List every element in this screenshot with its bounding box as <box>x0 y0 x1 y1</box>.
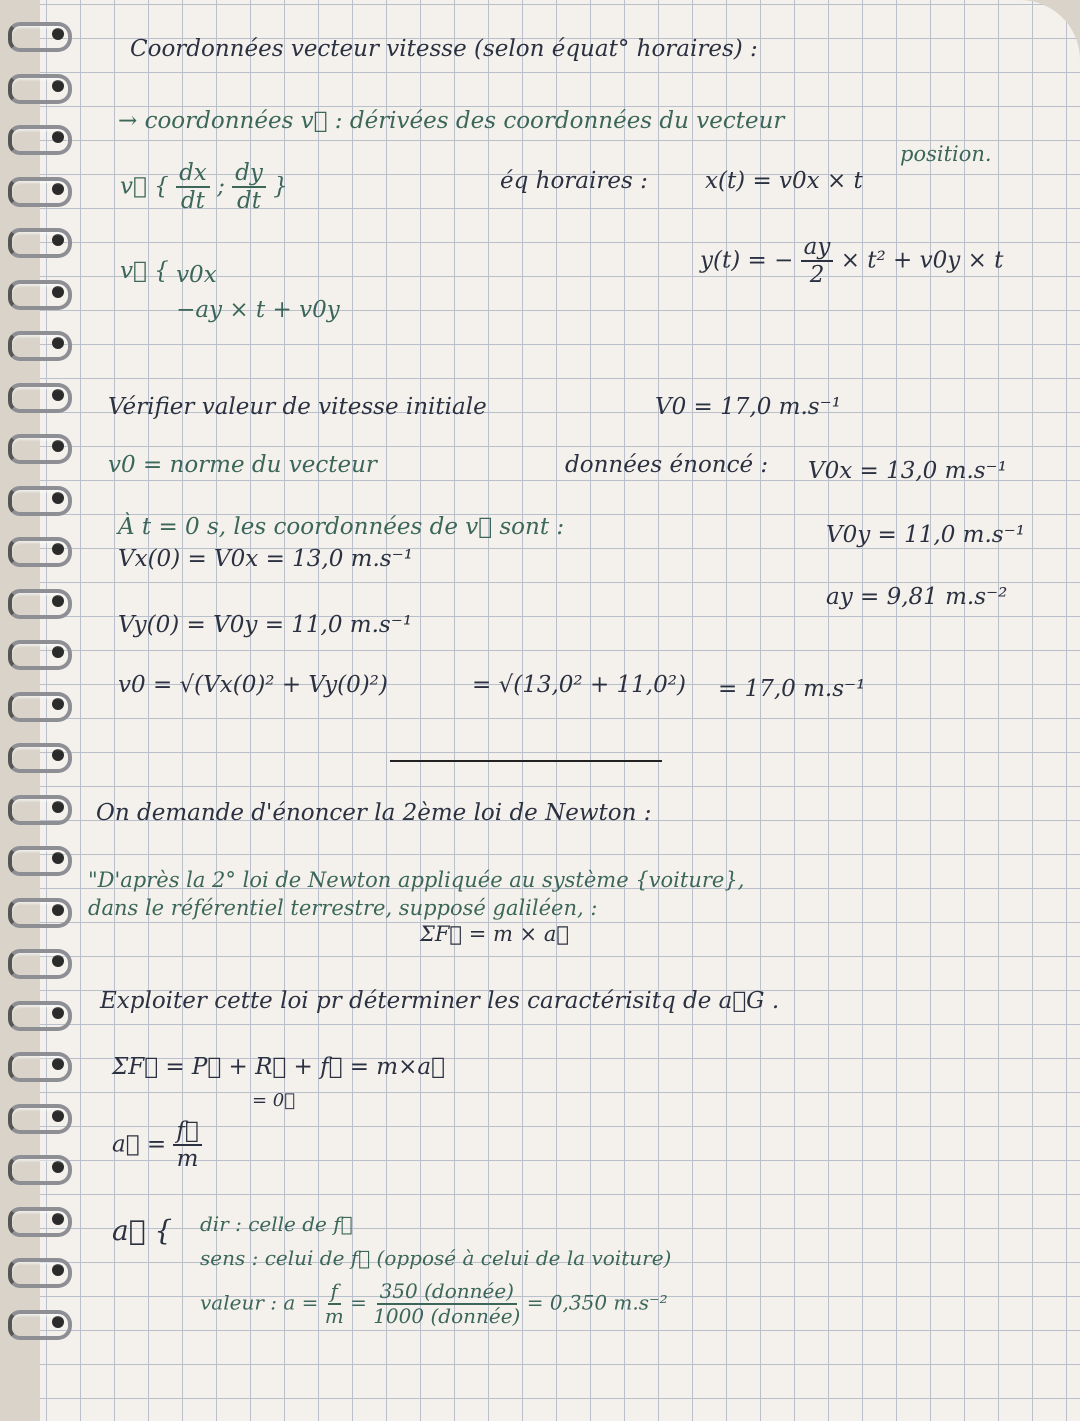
spiral-ring <box>8 228 72 258</box>
spiral-ring <box>8 125 72 155</box>
divider <box>390 760 662 762</box>
spiral-ring <box>8 898 72 928</box>
spiral-ring <box>8 692 72 722</box>
newton-quote-2: dans le référentiel terrestre, supposé galiléen, : <box>88 896 598 920</box>
given-label: données énoncé : <box>565 452 769 478</box>
section-title: Coordonnées vecteur vitesse (selon équat° horaires) : <box>130 36 758 62</box>
given-ay: ay = 9,81 m.s⁻² <box>826 584 1008 610</box>
at-t0: À t = 0 s, les coordonnées de v⃗ sont : <box>118 514 565 540</box>
v-derivatives: v⃗ { $\frac{dx}{dt}$ ; $\frac{dy}{dt}$ } <box>120 160 288 215</box>
spiral-ring <box>8 743 72 773</box>
check-title: Vérifier valeur de vitesse initiale <box>108 394 487 420</box>
a-dir: dir : celle de f⃗ <box>200 1212 353 1236</box>
spiral-ring <box>8 640 72 670</box>
spiral-ring <box>8 1052 72 1082</box>
spiral-ring <box>8 1207 72 1237</box>
x-equation: x(t) = v0x × t <box>705 168 863 194</box>
y-equation: y(t) = − $\frac{ay}{2}$ × t² + v0y × t <box>700 234 1004 289</box>
spiral-ring <box>8 331 72 361</box>
v0-calc-1: v0 = √(Vx(0)² + Vy(0)²) <box>118 672 388 698</box>
intro-end: position. <box>900 142 992 166</box>
v0-norm: v0 = norme du vecteur <box>108 452 377 478</box>
newton-formula: ΣF⃗ = m × a⃗ <box>420 922 569 946</box>
given-v0y: V0y = 11,0 m.s⁻¹ <box>826 522 1025 548</box>
sum-forces: ΣF⃗ = P⃗ + R⃗ + f⃗ = m×a⃗ <box>112 1054 445 1080</box>
v-coordinates: v⃗ { v0x −ay × t + v0y <box>120 258 340 323</box>
spiral-ring <box>8 177 72 207</box>
a-sens: sens : celui de f⃗ (opposé à celui de la voiture) <box>200 1246 672 1270</box>
v0-given: V0 = 17,0 m.s⁻¹ <box>655 394 841 420</box>
spiral-ring <box>8 280 72 310</box>
exploit-title: Exploiter cette loi pr déterminer les caractérisitq de a⃗G . <box>100 988 780 1014</box>
spiral-ring <box>8 537 72 567</box>
spiral-ring <box>8 1258 72 1288</box>
intro-line: → coordonnées v⃗ : dérivées des coordonnées du vecteur <box>118 108 785 134</box>
spiral-binding <box>0 0 70 1421</box>
zero-vector: = 0⃗ <box>252 1090 296 1111</box>
vx0: Vx(0) = V0x = 13,0 m.s⁻¹ <box>118 546 413 572</box>
eq-label: éq horaires : <box>500 168 648 194</box>
spiral-ring <box>8 1104 72 1134</box>
vy0: Vy(0) = V0y = 11,0 m.s⁻¹ <box>118 612 413 638</box>
spiral-ring <box>8 383 72 413</box>
newton-quote-1: "D'après la 2° loi de Newton appliquée au système {voiture}, <box>88 868 745 892</box>
spiral-ring <box>8 486 72 516</box>
v0-calc-3: = 17,0 m.s⁻¹ <box>718 676 866 702</box>
spiral-ring <box>8 74 72 104</box>
a-value: valeur : a = $\frac{f}{m}$ = $\frac{\text{350 (donnée)}}{\text{1000 (donnée)}}$ = 0,350 m.s⁻² <box>200 1279 668 1328</box>
spiral-ring <box>8 1155 72 1185</box>
spiral-ring <box>8 949 72 979</box>
spiral-ring <box>8 434 72 464</box>
spiral-ring <box>8 22 72 52</box>
given-v0x: V0x = 13,0 m.s⁻¹ <box>808 458 1007 484</box>
spiral-ring <box>8 795 72 825</box>
a-char-label: a⃗ { <box>112 1214 173 1247</box>
spiral-ring <box>8 846 72 876</box>
v0-calc-2: = √(13,0² + 11,0²) <box>472 672 686 698</box>
newton-title: On demande d'énoncer la 2ème loi de Newton : <box>96 800 652 826</box>
spiral-ring <box>8 589 72 619</box>
spiral-ring <box>8 1001 72 1031</box>
spiral-ring <box>8 1310 72 1340</box>
a-equation: a⃗ = $\frac{f⃗}{m}$ <box>112 1118 202 1173</box>
